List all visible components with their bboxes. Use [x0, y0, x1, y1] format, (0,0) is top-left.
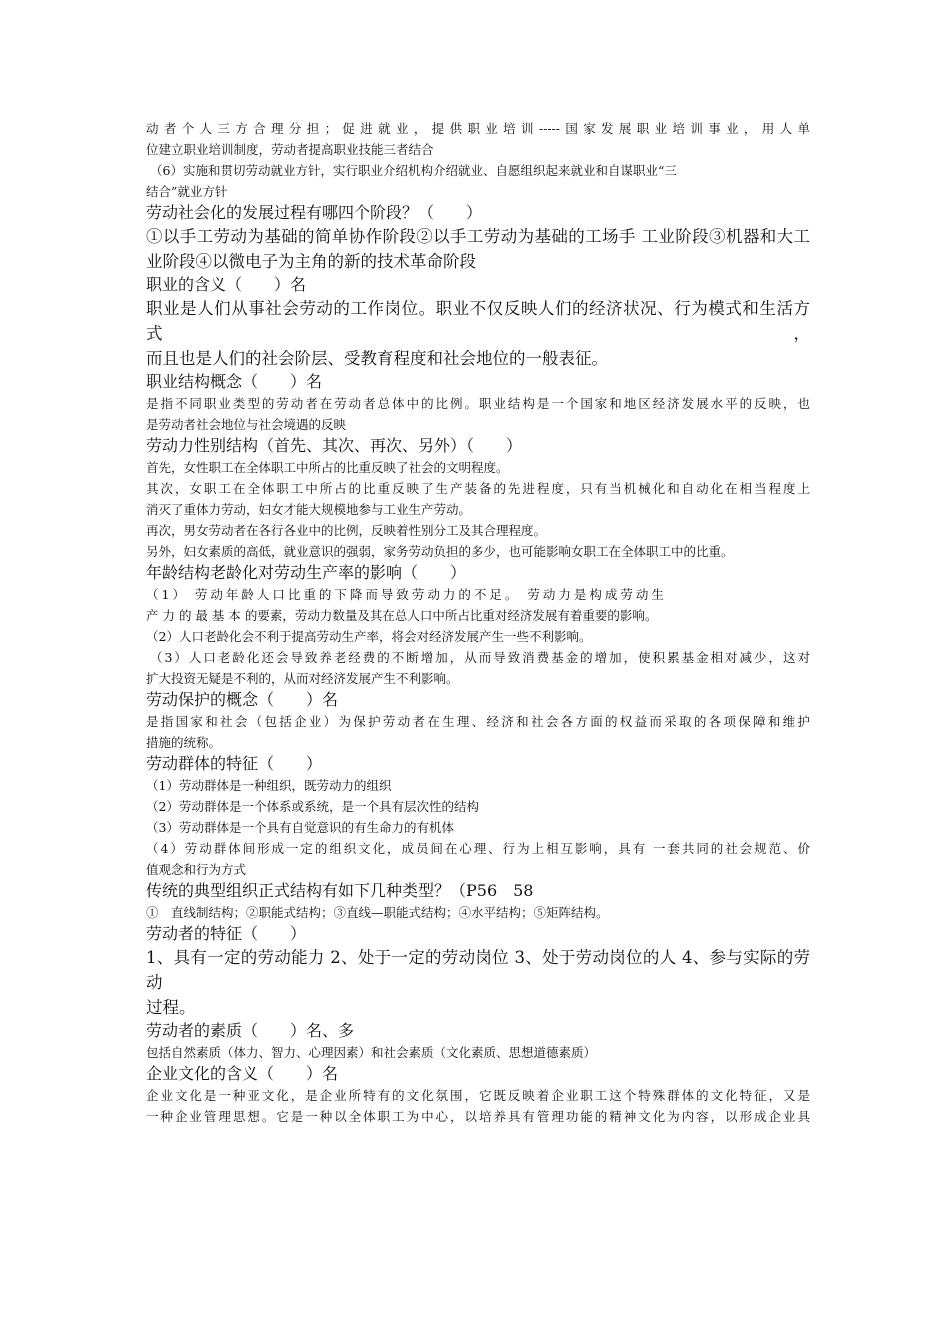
text-line: （2）人口老龄化会不利于提高劳动生产率，将会对经济发展产生一些不利影响。 — [146, 629, 592, 644]
text-line: （4）劳动群体间形成一定的组织文化，成员间在心理、行为上相互影响，具有 一套共同的社会规范、价 — [146, 841, 810, 856]
text-line: 劳动群体的特征（ ） — [146, 754, 323, 773]
text-line: 年龄结构老龄化对劳动生产率的影响（ ） — [146, 563, 467, 582]
text-line: 劳动力性别结构（首先、其次、再次、另外）（ ） — [146, 436, 523, 455]
text-line: 再次，男女劳动者在各行各业中的比例，反映着性别分工及其合理程度。 — [146, 523, 547, 538]
text-line: （1） 劳动年龄人口比重的下降而导致劳动力的不足。 劳动力是构成劳动生 — [146, 587, 667, 602]
text-line: 1、具有一定的劳动能力 2、处于一定的劳动岗位 3、处于劳动岗位的人 4、参与实际的劳动 — [146, 948, 810, 992]
text-line: 业阶段④以微电子为主角的新的技术革命阶段 — [146, 252, 476, 271]
text-line: （1）劳动群体是一种组织，既劳动力的组织 — [146, 778, 392, 793]
text-line: 扩大投资无疑是不利的，从而对经济发展产生不利影响。 — [146, 671, 459, 686]
text-line: 措施的统称。 — [146, 735, 222, 750]
text-line: 企业文化是一种亚文化，是企业所特有的文化氛围，它既反映着企业职工这个特殊群体的文化特征，又是 — [146, 1088, 810, 1103]
document-page — [146, 118, 810, 1127]
text-line: 包括自然素质（体力、智力、心理因素）和社会素质（文化素质、思想道德素质） — [146, 1045, 597, 1060]
text-line: 职业的含义（ ）名 — [146, 275, 307, 294]
text-line: 职业结构概念（ ）名 — [146, 372, 323, 391]
text-line: ① 直线制结构；②职能式结构；③直线—职能式结构；④水平结构；⑤矩阵结构。 — [146, 905, 609, 920]
text-line: 产 力 的 最 基 本 的要素，劳动力数量及其在总人口中所占比重对经济发展有着重要的影响。 — [146, 608, 658, 623]
text-line: 企业文化的含义（ ）名 — [146, 1064, 339, 1083]
text-line: 劳动者的素质（ ）名、多 — [146, 1021, 355, 1040]
text-line: 位建立职业培训制度，劳动者提高职业技能三者结合 — [146, 142, 434, 157]
text-line: （3）劳动群体是一个具有自觉意识的有生命力的有机体 — [146, 820, 454, 835]
text-line: 一种企业管理思想。它是一种以全体职工为中心，以培养具有管理功能的精神文化为内容，以形成企业具 — [146, 1109, 810, 1124]
text-line: ①以手工劳动为基础的简单协作阶段②以手工劳动为基础的工场手 工业阶段③机器和大工 — [146, 227, 810, 246]
text-line: 是指不同职业类型的劳动者在劳动者总体中的比例。职业结构是一个国家和地区经济发展水平的反映，也 — [146, 396, 810, 411]
text-line: 消灭了重体力劳动，妇女才能大规模地参与工业生产劳动。 — [146, 502, 472, 517]
text-line: 过程。 — [146, 998, 196, 1017]
text-line: （6）实施和贯切劳动就业方针，实行职业介绍机构介绍就业、自愿组织起来就业和自谋职业“三 — [150, 163, 677, 178]
text-line: 其次，女职工在全体职工中所占的比重反映了生产装备的先进程度，只有当机械化和自动化在相当程度上 — [146, 481, 810, 496]
text-line: 劳动社会化的发展过程有哪四个阶段？（ ） — [146, 203, 483, 222]
text-line: 是指国家和社会（包括企业）为保护劳动者在生理、经济和社会各方面的权益而采取的各项保障和维护 — [146, 714, 810, 729]
text-line: 劳动保护的概念（ ）名 — [146, 690, 339, 709]
text-line: 职业是人们从事社会劳动的工作岗位。职业不仅反映人们的经济状况、行为模式和生活方式， — [146, 299, 810, 343]
text-line: 劳动者的特征（ ） — [146, 924, 307, 943]
text-line: （3）人口老龄化还会导致养老经费的不断增加，从而导致消费基金的增加，使积累基金相对减少，这对 — [150, 650, 810, 665]
text-line: 是劳动者社会地位与社会境遇的反映 — [146, 417, 347, 432]
text-line: 值观念和行为方式 — [146, 862, 247, 877]
text-line: 首先，女性职工在全体职工中所占的比重反映了社会的文明程度。 — [146, 460, 509, 475]
text-line: 动者个人三方合理分担；促进就业，提供职业培训-----国家发展职业培训事业，用人单 — [146, 121, 810, 136]
text-line: 而且也是人们的社会阶层、受教育程度和社会地位的一般表征。 — [146, 349, 608, 368]
text-line: （2）劳动群体是一个体系或系统，是一个具有层次性的结构 — [146, 799, 479, 814]
text-line: 另外，妇女素质的高低，就业意识的强弱，家务劳动负担的多少，也可能影响女职工在全体职工中的比重。 — [146, 544, 734, 559]
text-line: 传统的典型组织正式结构有如下几种类型？（P56 58 — [146, 881, 534, 900]
text-line: 结合”就业方针 — [146, 184, 228, 199]
